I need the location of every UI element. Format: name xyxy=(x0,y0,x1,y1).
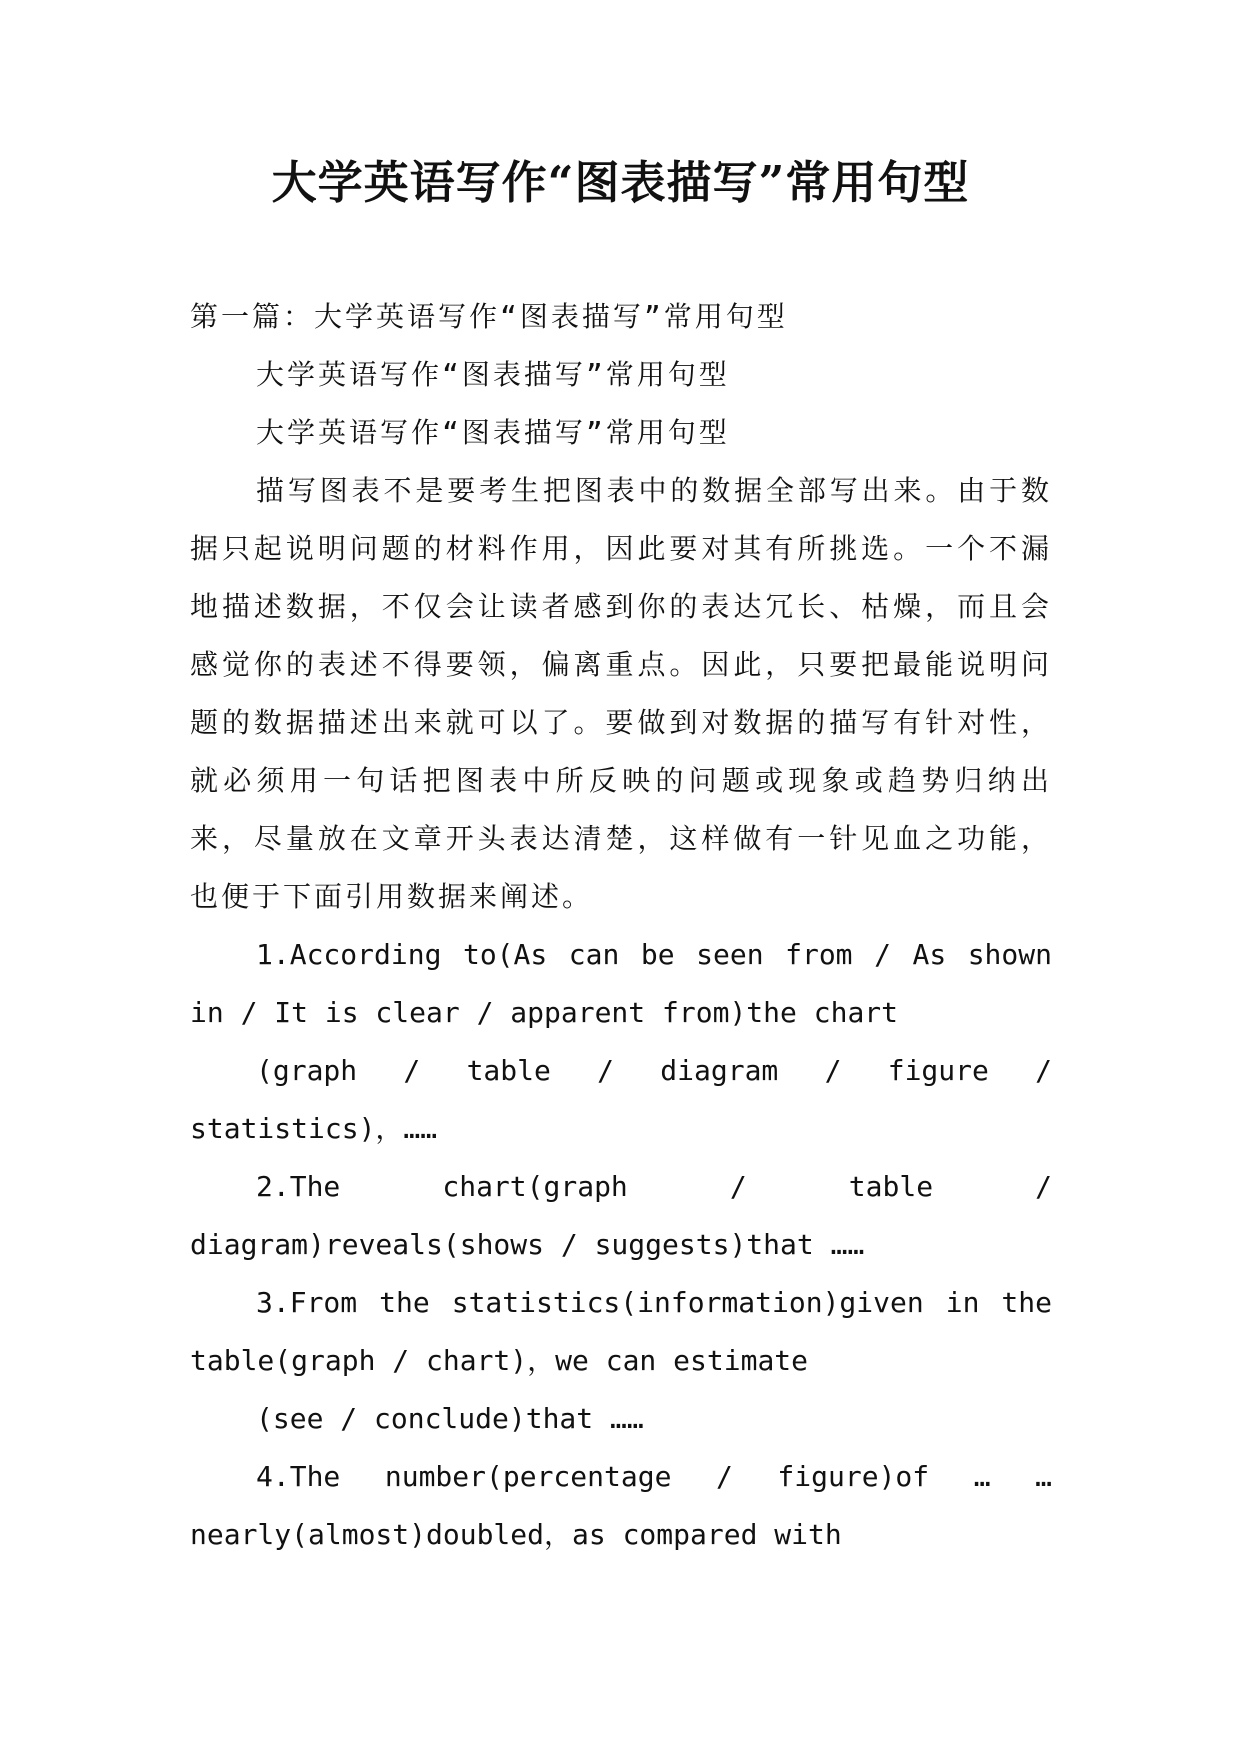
section-heading: 第一篇：大学英语写作“图表描写”常用句型 xyxy=(190,300,788,333)
subtitle-line: 大学英语写作“图表描写”常用句型 xyxy=(256,358,730,391)
document-title: 大学英语写作“图表描写”常用句型 xyxy=(271,156,970,209)
subtitle-line: 大学英语写作“图表描写”常用句型 xyxy=(256,416,730,449)
document-body xyxy=(190,288,1052,1564)
intro-paragraph: 描写图表不是要考生把图表中的数据全部写出来。由于数据只起说明问题的材料作用，因此要对其有所挑选。一个不漏地描述数据，不仅会让读者感到你的表达冗长、枯燥，而且会感觉你的表述不得要领，偏离重点。因此，只要把最能说明问题的数据描述出来就可以了。要做到对数据的描写有针对性，就必须用一句话把图表中所反映的问题或现象或趋势归纳出来，尽量放在文章开头表达清楚，这样做有一针见血之功能，也便于下面引用数据来阐述。 xyxy=(190,474,1052,913)
sentence-pattern-3: 3.From the statistics(information)given in the table(graph / chart)，we can estimate xyxy=(190,1286,1052,1377)
sentence-pattern-3-continued: (see / conclude)that …… xyxy=(256,1402,644,1435)
sentence-pattern-2: 2.The chart(graph / table / diagram)reveals(shows / suggests)that …… xyxy=(190,1170,1052,1261)
sentence-pattern-1-continued: (graph / table / diagram / figure / statistics)，…… xyxy=(190,1054,1052,1145)
sentence-pattern-1: 1.According to(As can be seen from / As shown in / It is clear / apparent from)the chart xyxy=(190,938,1052,1029)
sentence-pattern-4: 4.The number(percentage / figure)of … … nearly(almost)doubled，as compared with xyxy=(190,1460,1052,1551)
